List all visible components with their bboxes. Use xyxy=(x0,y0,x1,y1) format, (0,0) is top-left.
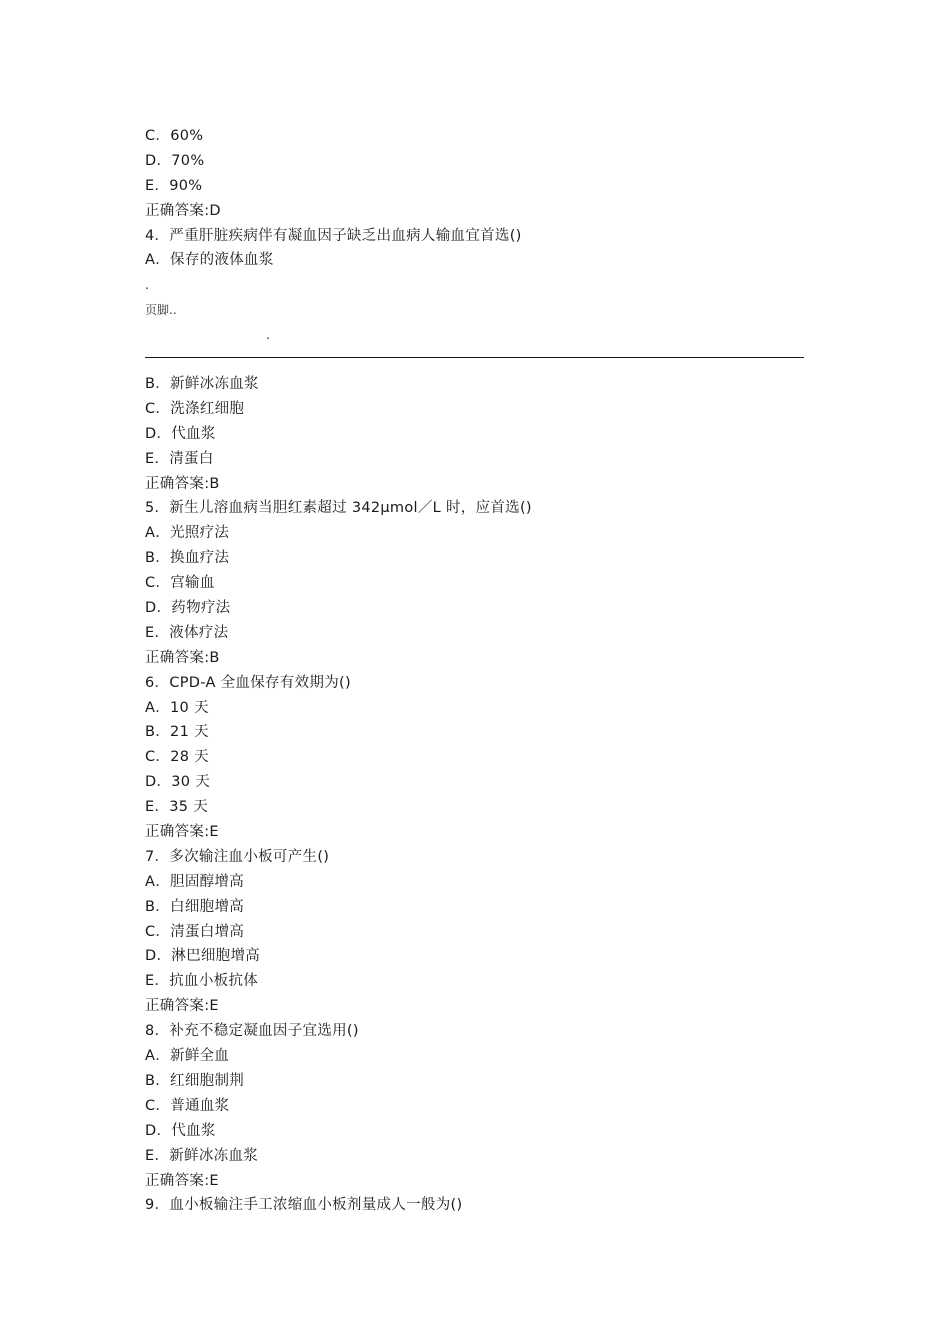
option-line: B．红细胞制荆 xyxy=(145,1072,245,1089)
option-line: C．60% xyxy=(145,128,204,144)
question-block-bottom xyxy=(145,372,532,1218)
answer-line: 正确答案:E xyxy=(145,1172,219,1189)
option-line: D．药物疗法 xyxy=(145,600,231,617)
option-line: E．90% xyxy=(145,177,203,194)
option-line: B．新鲜冰冻血浆 xyxy=(145,376,259,392)
option-line: D．代血浆 xyxy=(145,425,216,442)
option-line: E．35 天 xyxy=(145,799,209,816)
answer-line: 正确答案:B xyxy=(145,475,220,492)
option-line: B．白细胞增高 xyxy=(145,898,245,915)
option-line: E．新鲜冰冻血浆 xyxy=(145,1147,259,1164)
option-line: C．清蛋白增高 xyxy=(145,923,245,940)
option-line: E．清蛋白 xyxy=(145,450,214,467)
question-line: 9．血小板输注手工浓缩血小板剂量成人一般为() xyxy=(145,1197,463,1214)
answer-line: 正确答案:B xyxy=(145,649,220,666)
option-line: A．胆固醇增高 xyxy=(145,873,245,890)
question-line: 6．CPD-A 全血保存有效期为() xyxy=(145,674,351,691)
question-line: 8．补充不稳定凝血因子宜选用() xyxy=(145,1023,359,1040)
page-divider xyxy=(145,357,804,358)
question-line: 7．多次输注血小板可产生() xyxy=(145,848,330,865)
option-line: A．10 天 xyxy=(145,699,209,716)
option-line: D．30 天 xyxy=(145,774,211,791)
option-line: D．代血浆 xyxy=(145,1122,216,1139)
question-block-top xyxy=(145,124,522,273)
question-line: 4．严重肝脏疾病伴有凝血因子缺乏出血病人输血宜首选() xyxy=(145,227,522,244)
option-line: E．抗血小板抗体 xyxy=(145,973,259,990)
option-line: B．换血疗法 xyxy=(145,550,230,567)
page-footer-label: 页脚.. xyxy=(145,303,177,317)
option-line: C．28 天 xyxy=(145,749,209,766)
question-line: 5．新生儿溶血病当胆红素超过 342μmol／L 时，应首选() xyxy=(145,500,532,517)
option-line: D．淋巴细胞增高 xyxy=(145,948,261,965)
option-line: A．保存的液体血浆 xyxy=(145,252,274,269)
option-line: B．21 天 xyxy=(145,724,209,741)
footer-dot: . xyxy=(266,328,270,342)
footer-dot: . xyxy=(145,278,149,292)
option-line: C．普通血浆 xyxy=(145,1097,230,1114)
option-line: A．新鲜全血 xyxy=(145,1048,230,1065)
option-line: A．光照疗法 xyxy=(145,525,230,542)
answer-line: 正确答案:E xyxy=(145,824,219,841)
option-line: E．液体疗法 xyxy=(145,624,229,641)
option-line: C．洗涤红细胞 xyxy=(145,400,245,417)
option-line: D．70% xyxy=(145,152,205,169)
option-line: C．宫输血 xyxy=(145,575,215,592)
answer-line: 正确答案:D xyxy=(145,202,221,219)
answer-line: 正确答案:E xyxy=(145,998,219,1015)
